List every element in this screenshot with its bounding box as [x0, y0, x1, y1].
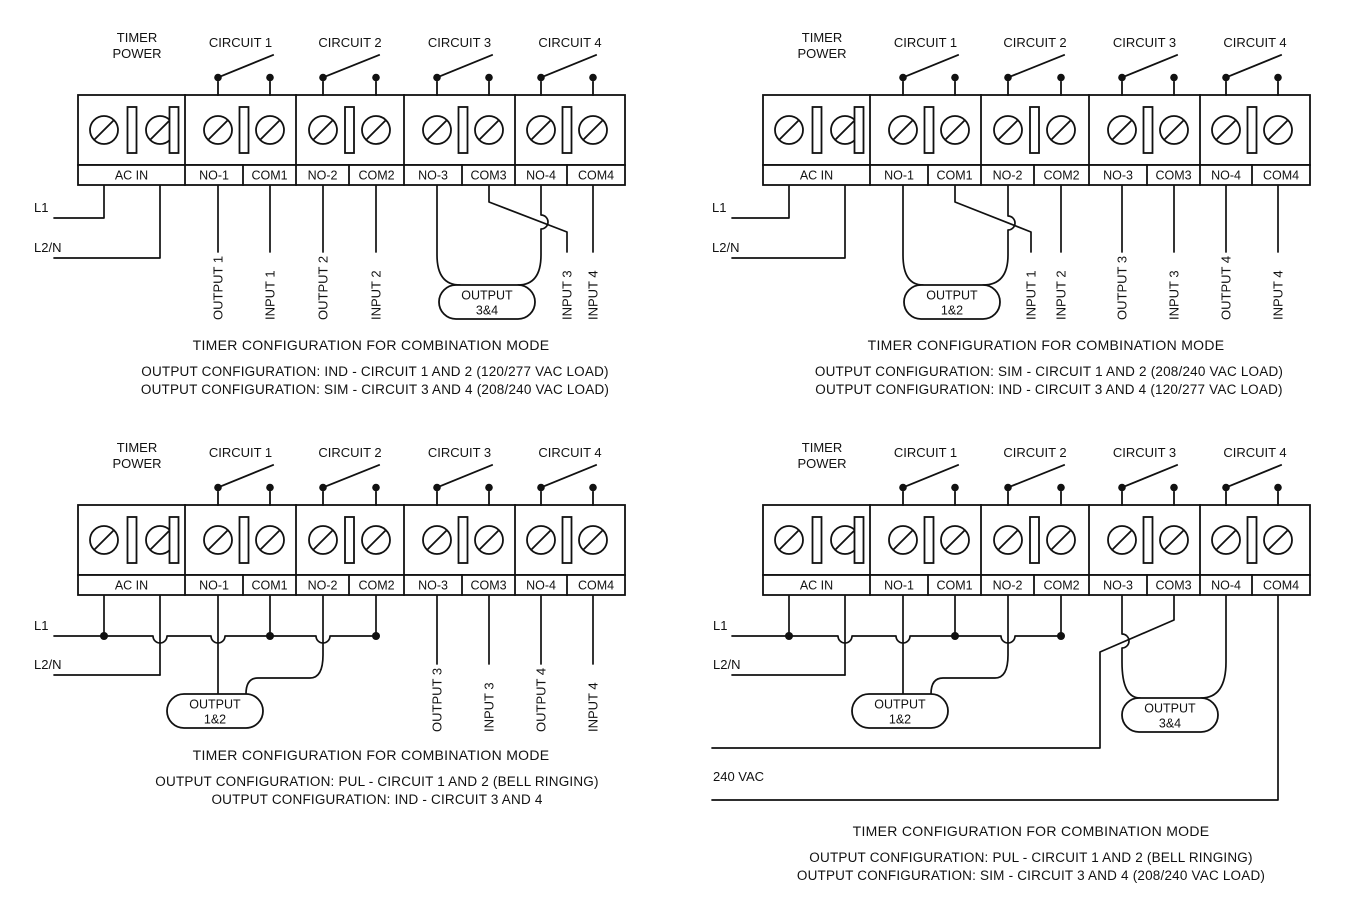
switch-arm: [903, 465, 958, 488]
switch-arm: [437, 55, 492, 78]
diagram-caption: TIMER CONFIGURATION FOR COMBINATION MODE: [192, 747, 550, 763]
terminal-block: [763, 30, 1310, 185]
terminal-clamp: [170, 107, 179, 153]
terminal-clamp: [128, 107, 137, 153]
circuit-label: CIRCUIT 1: [208, 35, 273, 50]
terminal-clamp: [1030, 517, 1039, 563]
terminal-clamp: [855, 517, 864, 563]
circuit-label: CIRCUIT 4: [538, 35, 602, 50]
terminal-label: NO-2: [307, 168, 338, 183]
terminal-clamp: [459, 517, 468, 563]
wire-label: OUTPUT 4: [533, 667, 549, 732]
circuit-label: CIRCUIT 2: [1003, 35, 1067, 50]
wire-label: INPUT 1: [1023, 270, 1039, 320]
wire-label: OUTPUT 4: [1218, 255, 1234, 320]
oval-label: OUTPUT: [874, 697, 926, 712]
timer-power-label: TIMER: [801, 30, 843, 45]
circuit-label: CIRCUIT 2: [1003, 445, 1067, 460]
block-group-top-left: [78, 30, 625, 185]
circuit-label: CIRCUIT 4: [1223, 445, 1287, 460]
l2n-label: L2/N: [712, 240, 740, 255]
switch-pole-dot: [372, 484, 380, 492]
diagram-caption: TIMER CONFIGURATION FOR COMBINATION MODE: [852, 823, 1210, 839]
wire-label: INPUT 3: [481, 682, 497, 732]
terminal-label: NO-3: [1103, 578, 1133, 593]
l1-label: L1: [713, 618, 728, 633]
circuit-label: CIRCUIT 4: [1223, 35, 1287, 50]
terminal-label: COM2: [1043, 578, 1080, 593]
terminal-clamp: [855, 107, 864, 153]
junction-dot: [372, 632, 380, 640]
wire-label: INPUT 3: [559, 270, 575, 320]
oval-label: 1&2: [203, 712, 227, 727]
config-line: OUTPUT CONFIGURATION: SIM - CIRCUIT 1 AND 2 (208/240 VAC LOAD): [814, 364, 1284, 379]
oval-label: 3&4: [475, 303, 499, 318]
l2n-label: L2/N: [713, 657, 741, 672]
config-line: OUTPUT CONFIGURATION: PUL - CIRCUIT 1 AND 2 (BELL RINGING): [809, 850, 1253, 865]
terminal-label: NO-1: [199, 578, 229, 593]
terminal-clamp: [240, 517, 249, 563]
junction-dot: [951, 632, 959, 640]
wire: [437, 186, 460, 285]
block-group-bottom-left: [78, 440, 625, 595]
terminal-label: NO-4: [1211, 578, 1241, 593]
switch-arm: [218, 465, 273, 488]
switch-arm: [218, 55, 273, 78]
circuit-label: CIRCUIT 1: [208, 445, 273, 460]
terminal-label: NO-3: [418, 578, 448, 593]
switch-pole-dot: [1170, 74, 1178, 82]
block-group-bottom-right: [763, 440, 1310, 595]
terminal-clamp: [240, 107, 249, 153]
oval-label: 1&2: [940, 303, 964, 318]
switch-pole-dot: [266, 484, 274, 492]
terminal-clamp: [170, 517, 179, 563]
l1-label: L1: [34, 618, 49, 633]
wire: [489, 186, 567, 252]
circuit-label: CIRCUIT 3: [1112, 35, 1177, 50]
switch-arm: [1122, 55, 1177, 78]
oval-label: 3&4: [1158, 716, 1182, 731]
terminal-label: COM1: [251, 168, 288, 183]
terminal-label: NO-2: [992, 168, 1023, 183]
terminal-label: AC IN: [114, 578, 149, 593]
terminal-label: NO-2: [307, 578, 338, 593]
wire-label: INPUT 2: [368, 270, 384, 320]
switch-arm: [1226, 55, 1281, 78]
diagram-caption: TIMER CONFIGURATION FOR COMBINATION MODE: [192, 337, 550, 353]
circuit-label: CIRCUIT 3: [1112, 445, 1177, 460]
switch-arm: [1008, 55, 1064, 78]
switch-pole-dot: [1057, 74, 1065, 82]
terminal-label: NO-1: [199, 168, 229, 183]
junction-dot: [1057, 632, 1065, 640]
wire: [732, 186, 789, 218]
terminal-clamp: [1248, 107, 1257, 153]
wire-label: INPUT 1: [262, 270, 278, 320]
switch-arm: [541, 55, 596, 78]
terminal-block: [78, 30, 625, 185]
config-line: OUTPUT CONFIGURATION: PUL - CIRCUIT 1 AND 2 (BELL RINGING): [155, 774, 599, 789]
l2n-label: L2/N: [34, 240, 62, 255]
wire-label: OUTPUT 2: [315, 255, 331, 320]
switch-pole-dot: [372, 74, 380, 82]
config-line: OUTPUT CONFIGURATION: SIM - CIRCUIT 3 AND 4 (208/240 VAC LOAD): [796, 868, 1266, 883]
timer-power-label: TIMER: [116, 440, 158, 455]
wire-label: INPUT 4: [585, 682, 601, 732]
timer-power-label: POWER: [797, 46, 847, 61]
wire-label: INPUT 4: [1270, 270, 1286, 320]
terminal-label: COM4: [1262, 168, 1300, 183]
wire-label: INPUT 2: [1053, 270, 1069, 320]
terminal-label: COM2: [1043, 168, 1080, 183]
wire: [903, 186, 923, 285]
switch-arm: [1226, 465, 1281, 488]
switch-pole-dot: [485, 484, 493, 492]
terminal-clamp: [813, 517, 822, 563]
switch-pole-dot: [1274, 484, 1282, 492]
switch-arm: [437, 465, 492, 488]
switch-pole-dot: [589, 74, 597, 82]
oval-label: OUTPUT: [461, 288, 513, 303]
terminal-label: COM3: [470, 168, 507, 183]
terminal-clamp: [563, 517, 572, 563]
switch-arm: [541, 465, 596, 488]
wire-label: OUTPUT 1: [210, 255, 226, 320]
wire: [983, 186, 1015, 285]
block-group-top-right: [763, 30, 1310, 185]
circuit-label: CIRCUIT 4: [538, 445, 602, 460]
terminal-clamp: [925, 107, 934, 153]
terminal-clamp: [1248, 517, 1257, 563]
terminal-clamp: [813, 107, 822, 153]
terminal-label: COM1: [251, 578, 288, 593]
terminal-label: COM1: [936, 578, 973, 593]
terminal-clamp: [1144, 517, 1153, 563]
config-line: OUTPUT CONFIGURATION: IND - CIRCUIT 1 AND 2 (120/277 VAC LOAD): [141, 364, 609, 379]
circuit-label: CIRCUIT 1: [893, 445, 958, 460]
switch-arm: [323, 55, 379, 78]
switch-pole-dot: [951, 484, 959, 492]
wire: [1201, 596, 1226, 698]
wire: [1122, 596, 1140, 698]
wire: [712, 596, 1174, 748]
terminal-label: NO-1: [884, 168, 914, 183]
switch-pole-dot: [266, 74, 274, 82]
config-line: OUTPUT CONFIGURATION: SIM - CIRCUIT 3 AND 4 (208/240 VAC LOAD): [140, 382, 610, 397]
wire: [931, 596, 1008, 694]
oval-label: OUTPUT: [926, 288, 978, 303]
diagram-top-left: [34, 30, 625, 397]
terminal-label: NO-1: [884, 578, 914, 593]
wire: [54, 186, 160, 258]
junction-dot: [266, 632, 274, 640]
wire: [246, 596, 323, 694]
terminal-clamp: [563, 107, 572, 153]
wire: [955, 186, 1031, 252]
wire-label: OUTPUT 3: [1114, 255, 1130, 320]
terminal-clamp: [459, 107, 468, 153]
terminal-block: [78, 440, 625, 595]
oval-label: OUTPUT: [1144, 701, 1196, 716]
terminal-label: COM4: [577, 578, 615, 593]
switch-arm: [323, 465, 379, 488]
terminal-clamp: [1030, 107, 1039, 153]
terminal-label: NO-4: [1211, 168, 1241, 183]
terminal-clamp: [345, 517, 354, 563]
supply-voltage-label: 240 VAC: [713, 769, 765, 784]
wire-label: INPUT 4: [585, 270, 601, 320]
oval-label: 1&2: [888, 712, 912, 727]
switch-pole-dot: [589, 484, 597, 492]
terminal-label: AC IN: [799, 578, 834, 593]
timer-power-label: POWER: [112, 46, 162, 61]
wire-label: INPUT 3: [1166, 270, 1182, 320]
switch-pole-dot: [951, 74, 959, 82]
junction-dot: [785, 632, 793, 640]
l1-label: L1: [34, 200, 49, 215]
l1-label: L1: [712, 200, 727, 215]
terminal-label: COM1: [936, 168, 973, 183]
terminal-label: COM3: [1155, 168, 1192, 183]
config-line: OUTPUT CONFIGURATION: IND - CIRCUIT 3 AND 4 (120/277 VAC LOAD): [815, 382, 1283, 397]
circuit-label: CIRCUIT 2: [318, 35, 382, 50]
switch-pole-dot: [1057, 484, 1065, 492]
terminal-label: COM2: [358, 578, 395, 593]
config-line: OUTPUT CONFIGURATION: IND - CIRCUIT 3 AND 4: [211, 792, 543, 807]
terminal-block: [763, 440, 1310, 595]
wire-label: OUTPUT 3: [429, 667, 445, 732]
timer-power-label: TIMER: [116, 30, 158, 45]
terminal-label: NO-3: [1103, 168, 1133, 183]
timer-power-label: TIMER: [801, 440, 843, 455]
circuit-label: CIRCUIT 2: [318, 445, 382, 460]
switch-arm: [1122, 465, 1177, 488]
diagram-caption: TIMER CONFIGURATION FOR COMBINATION MODE: [867, 337, 1225, 353]
timer-power-label: POWER: [797, 456, 847, 471]
terminal-label: COM4: [577, 168, 615, 183]
terminal-label: AC IN: [799, 168, 834, 183]
diagram-top-right: [712, 30, 1310, 397]
terminal-label: COM3: [470, 578, 507, 593]
circuit-label: CIRCUIT 3: [427, 445, 492, 460]
oval-label: OUTPUT: [189, 697, 241, 712]
wire: [732, 636, 1061, 643]
terminal-clamp: [925, 517, 934, 563]
terminal-clamp: [1144, 107, 1153, 153]
circuit-label: CIRCUIT 1: [893, 35, 958, 50]
switch-arm: [1008, 465, 1064, 488]
switch-pole-dot: [1170, 484, 1178, 492]
l2n-label: L2/N: [34, 657, 62, 672]
terminal-label: NO-3: [418, 168, 448, 183]
wire: [54, 186, 104, 218]
terminal-clamp: [345, 107, 354, 153]
switch-pole-dot: [485, 74, 493, 82]
terminal-label: COM4: [1262, 578, 1300, 593]
circuit-label: CIRCUIT 3: [427, 35, 492, 50]
terminal-label: NO-4: [526, 578, 556, 593]
terminal-label: COM2: [358, 168, 395, 183]
switch-arm: [903, 55, 958, 78]
terminal-label: NO-4: [526, 168, 556, 183]
terminal-label: COM3: [1155, 578, 1192, 593]
terminal-clamp: [128, 517, 137, 563]
terminal-label: NO-2: [992, 578, 1023, 593]
wire: [518, 186, 548, 285]
diagram-bottom-right: [712, 440, 1310, 883]
terminal-label: AC IN: [114, 168, 149, 183]
timer-power-label: POWER: [112, 456, 162, 471]
switch-pole-dot: [1274, 74, 1282, 82]
diagram-bottom-left: [34, 440, 625, 807]
junction-dot: [100, 632, 108, 640]
